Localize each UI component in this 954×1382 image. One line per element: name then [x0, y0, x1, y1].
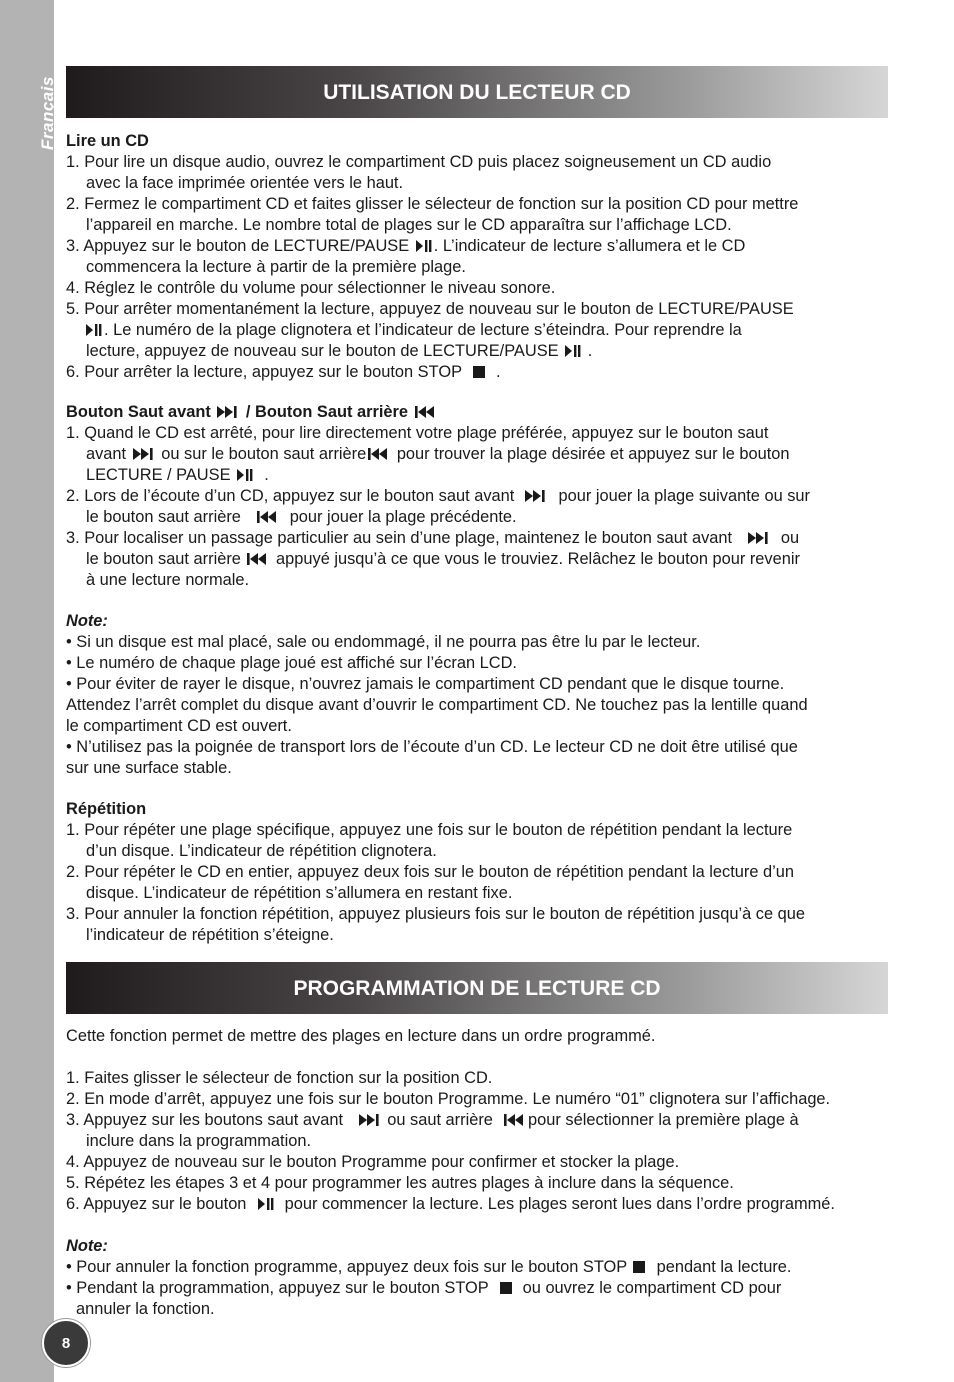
text: 6. Pour arrêter la lecture, appuyez sur le bouton STOP — [66, 363, 462, 381]
step-text — [66, 236, 926, 257]
stop-icon — [473, 366, 485, 378]
step-text: avec la face imprimée orientée vers le haut. — [86, 174, 404, 192]
note-text — [66, 1278, 926, 1299]
text: appuyé jusqu’à ce que vous le trouviez. Relâchez le bouton pour revenir — [276, 550, 800, 568]
skip-back-icon — [415, 406, 437, 418]
text: ou sur le bouton saut arrière — [161, 445, 367, 463]
play-pause-icon — [258, 1198, 274, 1210]
text: ou — [780, 529, 800, 547]
play-pause-icon — [565, 345, 581, 357]
text: avant — [86, 445, 127, 463]
note-heading: Note: — [66, 1237, 108, 1255]
step-text: commencera la lecture à partir de la première plage. — [86, 258, 466, 276]
note-heading: Note: — [66, 612, 108, 630]
step-text: l’indicateur de répétition s’éteigne. — [86, 926, 334, 944]
step-text: l’appareil en marche. Le nombre total de plages sur le CD apparaîtra sur l’affichage LCD. — [86, 216, 732, 234]
text: . L’indicateur de lecture s’allumera et le CD — [433, 237, 746, 255]
section-banner-lecteur-cd — [66, 66, 888, 118]
skip-forward-icon — [748, 532, 770, 544]
skip-back-icon — [257, 511, 279, 523]
step-text: 2. En mode d’arrêt, appuyez une fois sur le bouton Programme. Le numéro “01” clignotera sur l’affichage. — [66, 1090, 831, 1108]
text: Bouton Saut avant — [66, 403, 211, 421]
text: le bouton saut arrière — [86, 508, 241, 526]
step-text — [66, 341, 926, 362]
note-section-1 — [66, 611, 926, 779]
text: 6. Appuyez sur le bouton — [66, 1195, 247, 1213]
stop-icon — [500, 1282, 512, 1294]
step-text — [66, 1194, 926, 1215]
step-text — [66, 320, 926, 341]
page-number — [42, 1319, 90, 1367]
text: • Pendant la programmation, appuyez sur le bouton STOP — [66, 1279, 489, 1297]
step-text: à une lecture normale. — [86, 571, 250, 589]
subheading: Répétition — [66, 800, 147, 818]
repetition-section — [66, 799, 926, 946]
note-text: • Pour éviter de rayer le disque, n’ouvrez jamais le compartiment CD pendant que le disque tourne. — [66, 675, 785, 693]
text: ou saut arrière — [387, 1111, 493, 1129]
text: . — [587, 342, 593, 360]
lire-un-cd-section — [66, 131, 926, 383]
text: pendant la lecture. — [656, 1258, 792, 1276]
skip-forward-icon — [217, 406, 239, 418]
subheading — [66, 402, 926, 423]
step-text — [66, 507, 926, 528]
text: pour jouer la plage précédente. — [289, 508, 517, 526]
note-text: Attendez l’arrêt complet du disque avant d’ouvrir le compartiment CD. Ne touchez pas la lentille quand — [66, 696, 808, 714]
note-text: annuler la fonction. — [76, 1300, 215, 1318]
text: . Le numéro de la plage clignotera et l’indicateur de lecture s’éteindra. Pour reprendre la — [104, 321, 742, 339]
text: le bouton saut arrière — [86, 550, 241, 568]
language-label: Français — [38, 76, 57, 150]
subheading: Lire un CD — [66, 132, 149, 150]
text: • Pour annuler la fonction programme, appuyez deux fois sur le bouton STOP — [66, 1258, 627, 1276]
saut-section — [66, 402, 926, 591]
text: lecture, appuyez de nouveau sur le bouton de LECTURE/PAUSE — [86, 342, 559, 360]
text: pour jouer la plage suivante ou sur — [558, 487, 811, 505]
skip-back-icon — [504, 1114, 526, 1126]
note-text: sur une surface stable. — [66, 759, 232, 777]
step-text — [66, 444, 926, 465]
note-section-2 — [66, 1236, 926, 1320]
note-text — [66, 1257, 926, 1278]
step-text: 3. Pour annuler la fonction répétition, appuyez plusieurs fois sur le bouton de répétition jusqu’à ce que — [66, 905, 805, 923]
step-text — [66, 362, 926, 383]
play-pause-icon — [416, 240, 432, 252]
text: ou ouvrez le compartiment CD pour — [522, 1279, 782, 1297]
step-text: 4. Réglez le contrôle du volume pour sélectionner le niveau sonore. — [66, 279, 556, 297]
note-text: • Le numéro de chaque plage joué est affiché sur l’écran LCD. — [66, 654, 517, 672]
step-text — [66, 486, 926, 507]
skip-forward-icon — [359, 1114, 381, 1126]
text: 2. Lors de l’écoute d’un CD, appuyez sur le bouton saut avant — [66, 487, 515, 505]
step-text: disque. L’indicateur de répétition s’allumera en restant fixe. — [86, 884, 513, 902]
section-title: UTILISATION DU LECTEUR CD — [323, 81, 631, 104]
text: 3. Appuyez sur les boutons saut avant — [66, 1111, 343, 1129]
spacer — [66, 1047, 926, 1068]
step-text: 1. Pour lire un disque audio, ouvrez le compartiment CD puis placez soigneusement un CD audio — [66, 153, 772, 171]
text: . — [264, 466, 269, 484]
step-text — [66, 1110, 926, 1131]
step-text: 1. Quand le CD est arrêté, pour lire directement votre plage préférée, appuyez sur le bouton saut — [66, 424, 769, 442]
skip-forward-icon — [525, 490, 547, 502]
step-text: 5. Répétez les étapes 3 et 4 pour programmer les autres plages à inclure dans la séquence. — [66, 1174, 734, 1192]
section-banner-programmation — [66, 962, 888, 1014]
note-text: • Si un disque est mal placé, sale ou endommagé, il ne pourra pas être lu par le lecteur. — [66, 633, 701, 651]
skip-back-icon — [368, 448, 390, 460]
text: pour commencer la lecture. Les plages seront lues dans l’ordre programmé. — [284, 1195, 835, 1213]
play-pause-icon — [86, 324, 102, 336]
step-text — [66, 465, 926, 486]
step-text — [66, 549, 926, 570]
intro-text: Cette fonction permet de mettre des plages en lecture dans un ordre programmé. — [66, 1027, 656, 1045]
text: 3. Appuyez sur le bouton de LECTURE/PAUSE — [66, 237, 410, 255]
step-text: 4. Appuyez de nouveau sur le bouton Programme pour confirmer et stocker la plage. — [66, 1153, 680, 1171]
step-text: 1. Pour répéter une plage spécifique, appuyez une fois sur le bouton de répétition pendant la lecture — [66, 821, 793, 839]
step-text: 1. Faites glisser le sélecteur de fonction sur la position CD. — [66, 1069, 493, 1087]
step-text: d’un disque. L’indicateur de répétition clignotera. — [86, 842, 437, 860]
page-number-text: 8 — [61, 1334, 71, 1352]
text: / Bouton Saut arrière — [245, 403, 409, 421]
step-text: inclure dans la programmation. — [86, 1132, 312, 1150]
step-text: 2. Pour répéter le CD en entier, appuyez deux fois sur le bouton de répétition pendant la lecture d’un — [66, 863, 795, 881]
text: pour trouver la plage désirée et appuyez sur le bouton — [396, 445, 790, 463]
programmation-section — [66, 1026, 926, 1215]
section-title: PROGRAMMATION DE LECTURE CD — [293, 977, 661, 1000]
step-text — [66, 528, 926, 549]
stop-icon — [633, 1261, 645, 1273]
play-pause-icon — [237, 469, 253, 481]
skip-forward-icon — [133, 448, 155, 460]
side-tab — [0, 0, 57, 1382]
step-text: 5. Pour arrêter momentanément la lecture, appuyez de nouveau sur le bouton de LECTURE/PAUSE — [66, 300, 794, 318]
text: 3. Pour localiser un passage particulier au sein d’une plage, maintenez le bouton saut avant — [66, 529, 733, 547]
text: pour sélectionner la première plage à — [528, 1111, 799, 1129]
step-text: 2. Fermez le compartiment CD et faites glisser le sélecteur de fonction sur la position CD pour mettre — [66, 195, 799, 213]
skip-back-icon — [247, 553, 269, 565]
note-text: • N’utilisez pas la poignée de transport lors de l’écoute d’un CD. Le lecteur CD ne doit être utilisé que — [66, 738, 798, 756]
note-text: le compartiment CD est ouvert. — [66, 717, 292, 735]
text: . — [495, 363, 501, 381]
text: LECTURE / PAUSE — [86, 466, 231, 484]
